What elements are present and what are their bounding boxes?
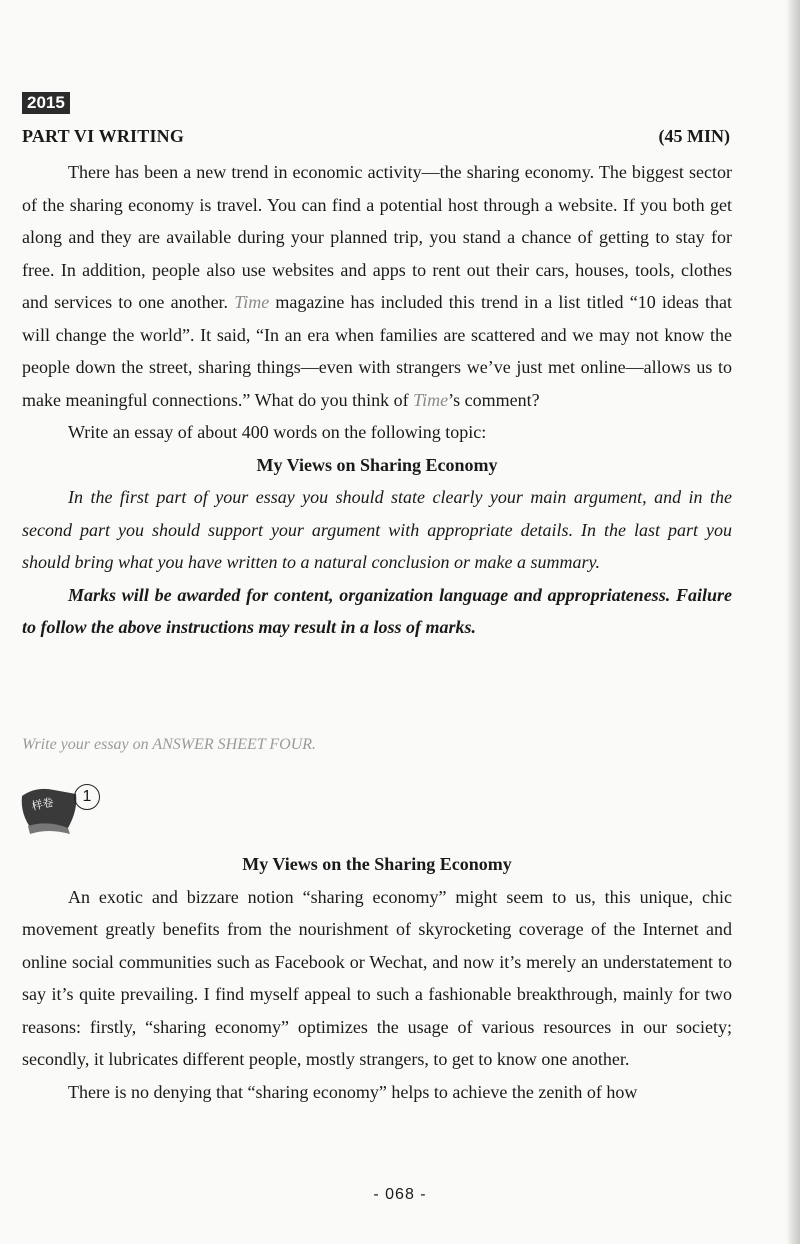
time-magazine-ref-2: Time	[413, 389, 449, 410]
answer-sheet-note: Write your essay on ANSWER SHEET FOUR.	[22, 736, 317, 753]
instructions: In the first part of your essay you should state clearly your main argument, and in the second part you should support your argument with appropriate details. In the last part you should bring what you have written to a natural conclusion or make a summary.	[22, 487, 732, 572]
writing-prompt	[22, 156, 732, 644]
essay-paragraph-2: There is no denying that “sharing economy” helps to achieve the zenith of how	[68, 1081, 638, 1102]
sample-number-circle: 1	[74, 784, 100, 810]
sample-paper-icon	[18, 776, 114, 838]
page-number: - 068 -	[373, 1186, 427, 1203]
sample-icon-label: 样卷	[30, 795, 55, 813]
essay-paragraph-1: An exotic and bizzare notion “sharing economy” might seem to us, this unique, chic movement greatly benefits from the nourishment of skyrocketing coverage of the Internet and online social communities such as Facebook or Wechat, and now it’s merely an understatement to say it’s quite prevailing. I find myself appeal to such a fashionable breakthrough, mainly for two reasons: firstly, “sharing economy” optimizes the usage of various resources in our society; secondly, it lubricates different people, mostly strangers, to get to know one another.	[22, 886, 732, 1069]
prompt-text-a: There has been a new trend in economic activity—the sharing economy. The biggest sector of the sharing economy is travel. You can find a potential host through a website. If you both get along and they are available during your planned trip, you stand a chance of getting to stay for free. In addition, people also use websites and apps to rent out their cars, houses, tools, clothes and services to one another.	[22, 162, 732, 312]
sample-essay	[22, 848, 732, 1108]
scan-edge-shadow	[786, 0, 800, 1244]
topic-title: My Views on Sharing Economy	[256, 454, 498, 475]
prompt-text-c: ’s comment?	[448, 389, 540, 410]
year-badge: 2015	[22, 92, 70, 114]
prompt-text-b: magazine has included this trend in a list titled “10 ideas that will change the world”. It said, “In an era when families are scattered and we may not know the people down the street, sharing things—even with strangers we’ve just met online—allows us to make meaningful connections.” What do you think of	[22, 292, 732, 410]
essay-title: My Views on the Sharing Economy	[242, 854, 512, 874]
prompt-paragraph-1	[22, 156, 732, 416]
time-magazine-ref: Time	[234, 292, 270, 312]
prompt-paragraph-2: Write an essay of about 400 words on the following topic:	[68, 422, 487, 442]
time-limit: (45 MIN)	[658, 126, 730, 146]
part-title: PART VI WRITING	[22, 126, 185, 146]
marks-note: Marks will be awarded for content, organization language and appropriateness. Failure to follow the above instructions may result in a loss of marks.	[22, 584, 732, 637]
